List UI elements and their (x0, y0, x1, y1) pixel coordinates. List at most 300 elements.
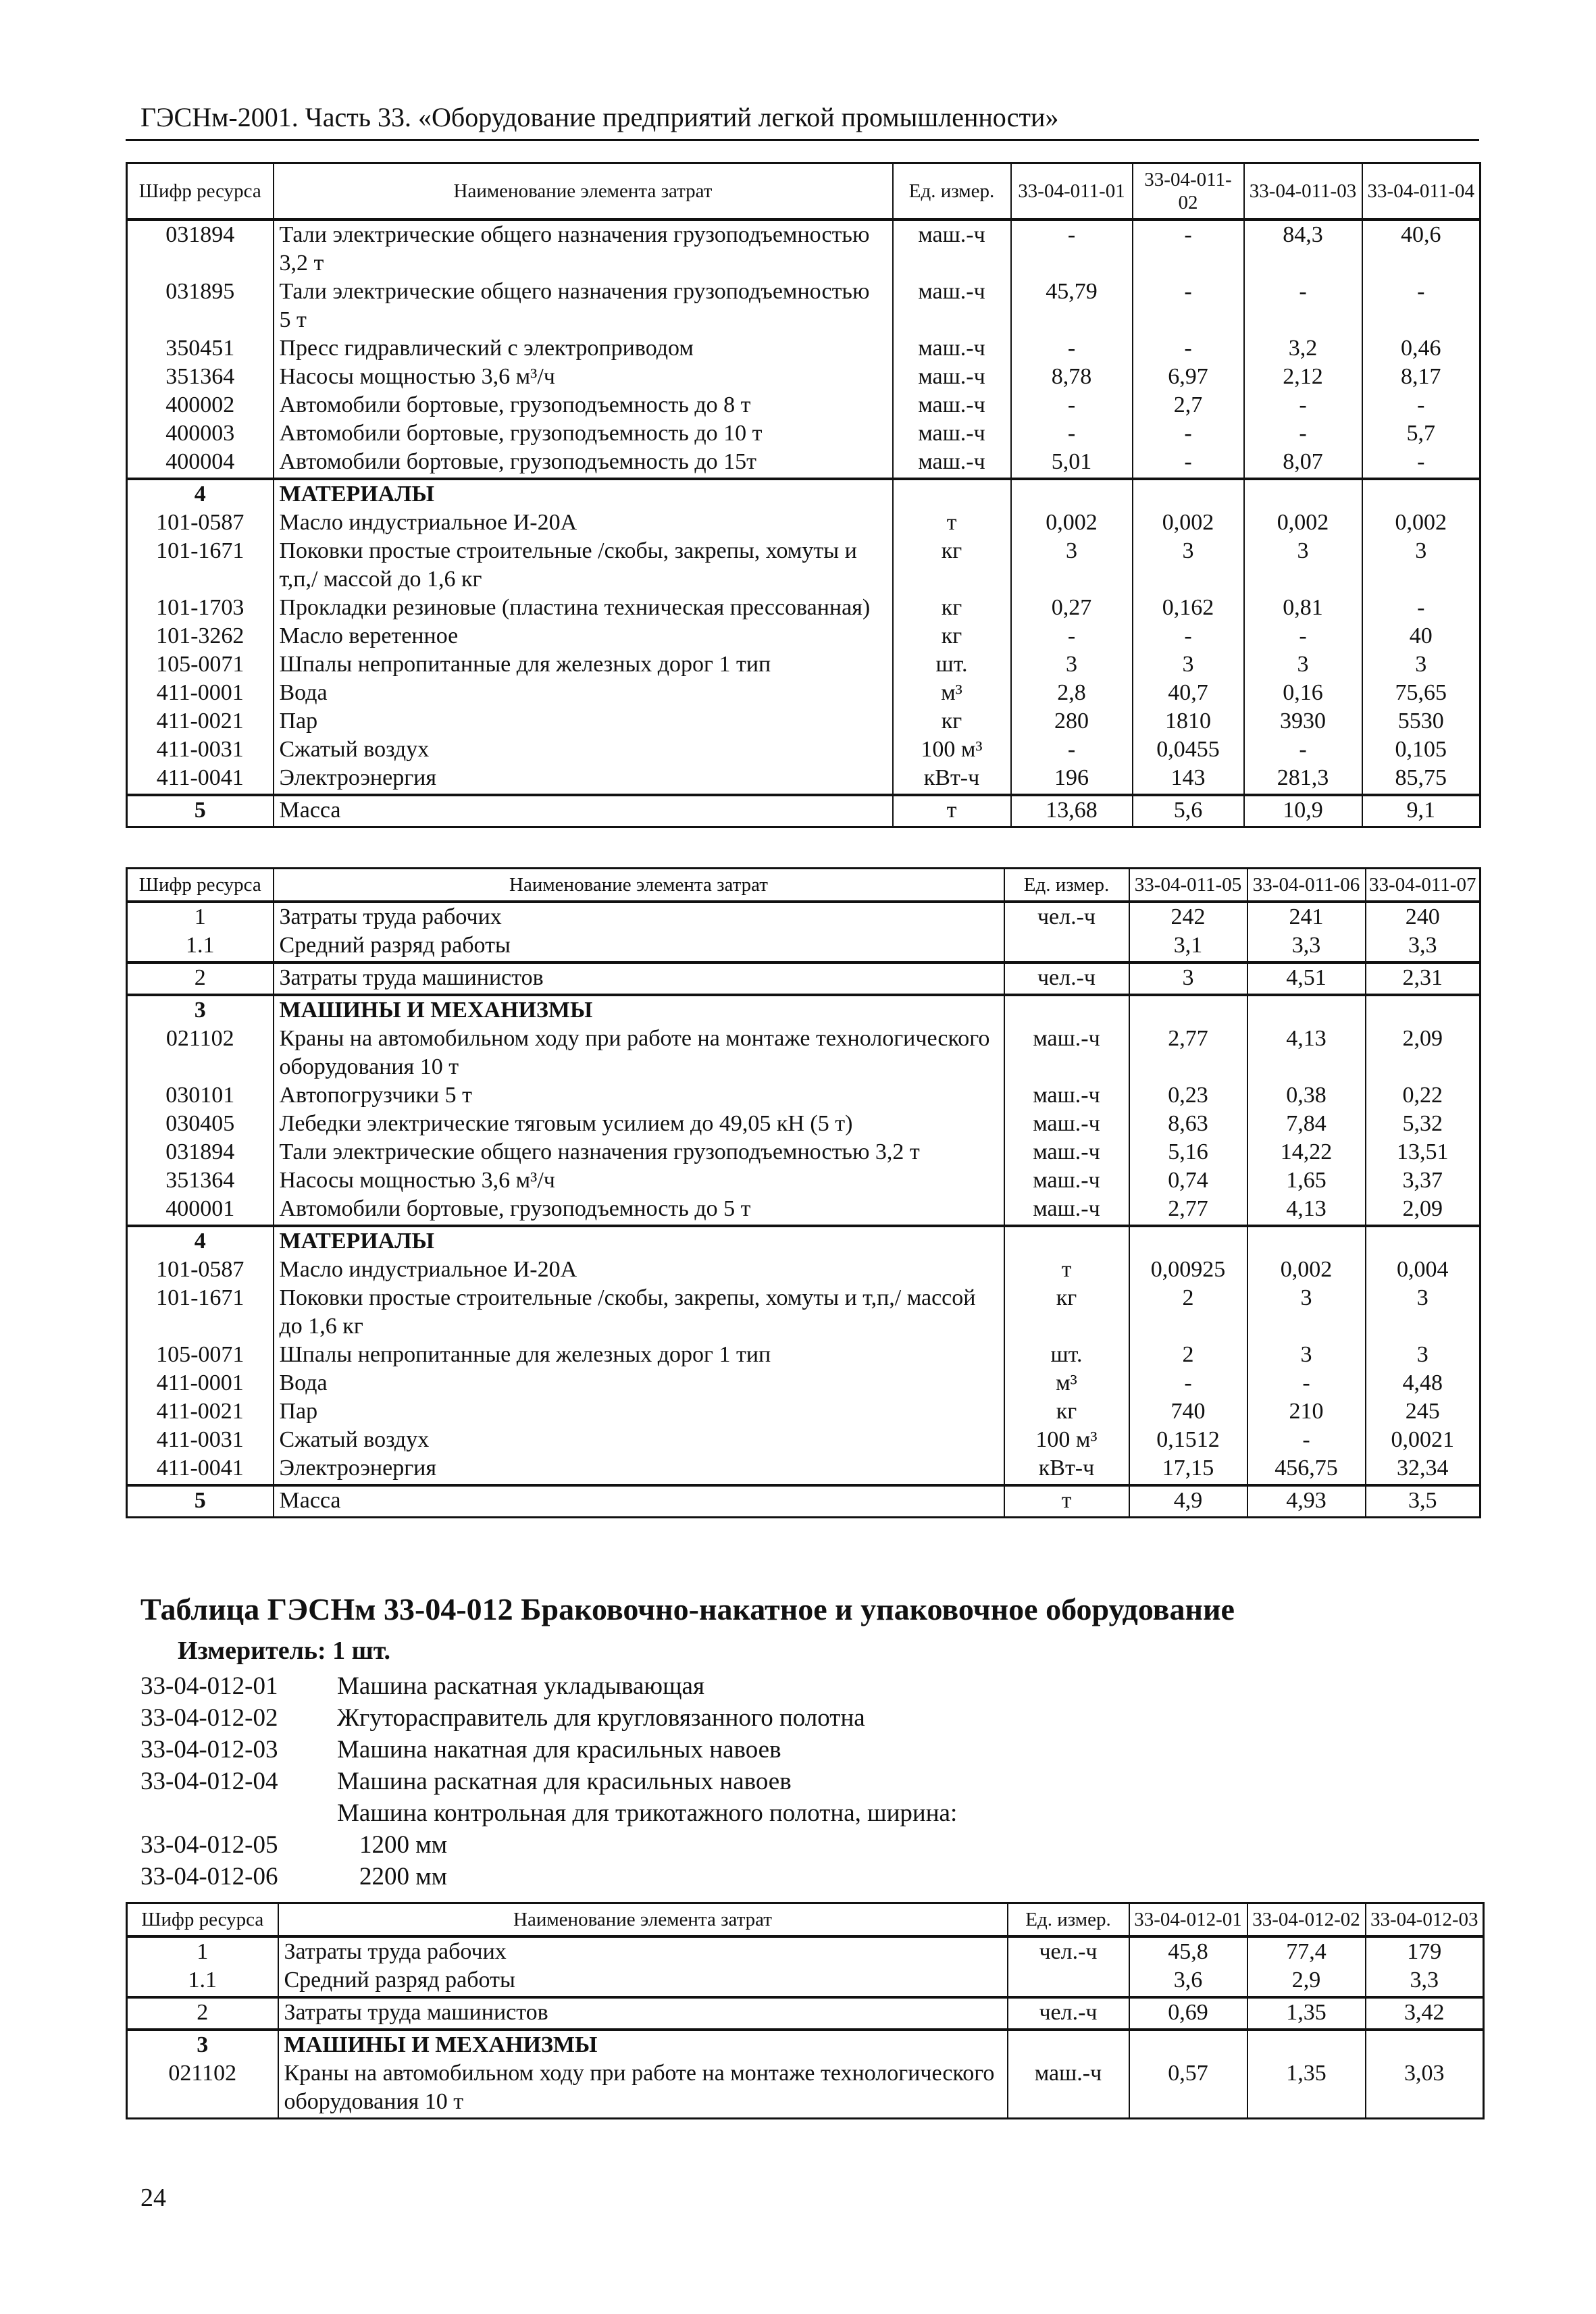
cost-element-name: Пар (274, 707, 893, 736)
value-cell: 6,97 (1133, 363, 1244, 391)
item-code: 33-04-012-03 (140, 1736, 278, 1764)
cost-element-name: Шпалы непропитанные для железных дорог 1 тип (274, 650, 893, 679)
value-cell: 3 (1133, 650, 1244, 679)
cost-element-name: МАШИНЫ И МЕХАНИЗМЫ (274, 995, 1004, 1025)
value-cell: 0,69 (1129, 1997, 1247, 2030)
value-cell: 1810 (1133, 707, 1244, 736)
table-row (127, 1110, 1481, 1138)
table-section (127, 2030, 1484, 2119)
table-row (127, 736, 1481, 764)
value-cell: 3 (1366, 1341, 1481, 1369)
unit (1004, 931, 1129, 962)
value-cell: 8,63 (1129, 1110, 1247, 1138)
value-cell: 5,6 (1133, 795, 1244, 827)
value-cell: 3,37 (1366, 1166, 1481, 1195)
cost-element-name: Насосы мощностью 3,6 м³/ч (274, 1166, 1004, 1195)
value-cell (1129, 2030, 1247, 2059)
value-cell: 0,00925 (1129, 1256, 1247, 1284)
resource-code: 1.1 (127, 1966, 278, 1997)
resource-code: 2 (127, 1997, 278, 2030)
value-cell: 2,7 (1133, 391, 1244, 419)
resource-code: 400004 (127, 448, 274, 479)
table-row (127, 1966, 1484, 1997)
value-cell: 4,48 (1366, 1369, 1481, 1397)
value-cell: 3,3 (1366, 931, 1481, 962)
resource-code: 101-1671 (127, 1284, 274, 1341)
unit: кВт-ч (1004, 1454, 1129, 1485)
table-section (127, 1226, 1481, 1485)
cost-element-name: Автомобили бортовые, грузоподъемность до 5 т (274, 1195, 1004, 1226)
resource-code: 351364 (127, 1166, 274, 1195)
unit: маш.-ч (893, 363, 1011, 391)
table-row (127, 278, 1481, 334)
table-header (127, 869, 1481, 902)
value-cell: 10,9 (1244, 795, 1362, 827)
value-cell: 45,8 (1129, 1936, 1247, 1966)
value-cell: 0,002 (1362, 509, 1481, 537)
cost-element-name: Поковки простые строительные /скобы, закрепы, хомуты и т,п,/ массой до 1,6 кг (274, 537, 893, 594)
value-cell: 0,46 (1362, 334, 1481, 363)
unit: кг (1004, 1397, 1129, 1426)
value-cell (1247, 2030, 1366, 2059)
table-row (127, 1138, 1481, 1166)
table-row (127, 707, 1481, 736)
table-row (127, 419, 1481, 448)
table-row (127, 679, 1481, 707)
resource-code: 101-3262 (127, 622, 274, 650)
column-header: 33-04-011-04 (1362, 163, 1481, 220)
resource-code: 4 (127, 1226, 274, 1256)
value-cell: 1,65 (1247, 1166, 1366, 1195)
cost-element-name: Средний разряд работы (278, 1966, 1008, 1997)
cost-element-name: Пар (274, 1397, 1004, 1426)
value-cell: 196 (1011, 764, 1133, 795)
value-cell: 2,77 (1129, 1195, 1247, 1226)
resource-code: 411-0001 (127, 679, 274, 707)
resource-code: 400001 (127, 1195, 274, 1226)
resource-code: 031895 (127, 278, 274, 334)
value-cell: 7,84 (1247, 1110, 1366, 1138)
cost-element-name: МАШИНЫ И МЕХАНИЗМЫ (278, 2030, 1008, 2059)
item-name: Жгутораспрaвитель для кругловязанного полотна (337, 1704, 865, 1732)
value-cell: 3 (1362, 537, 1481, 594)
value-cell: 2,09 (1366, 1195, 1481, 1226)
table-header (127, 163, 1481, 220)
resource-code: 105-0071 (127, 1341, 274, 1369)
item-code: 33-04-012-01 (140, 1672, 278, 1700)
column-header: 33-04-011-05 (1129, 869, 1247, 902)
item-name: Машина раскатная для красильных навоев (337, 1768, 792, 1795)
value-cell: 210 (1247, 1397, 1366, 1426)
cost-element-name: Масло индустриальное И-20А (274, 509, 893, 537)
unit: 100 м³ (893, 736, 1011, 764)
cost-element-name: МАТЕРИАЛЫ (274, 479, 893, 509)
column-header: Наименование элемента затрат (278, 1903, 1008, 1937)
cost-element-name: Масло индустриальное И-20А (274, 1256, 1004, 1284)
cost-element-name: МАТЕРИАЛЫ (274, 1226, 1004, 1256)
table-row (127, 1341, 1481, 1369)
cost-element-name: Автопогрузчики 5 т (274, 1081, 1004, 1110)
value-cell (1133, 479, 1244, 509)
cost-element-name: Поковки простые строительные /скобы, закрепы, хомуты и т,п,/ массой до 1,6 кг (274, 1284, 1004, 1341)
value-cell: - (1011, 391, 1133, 419)
resource-code: 411-0041 (127, 764, 274, 795)
resource-code: 400003 (127, 419, 274, 448)
value-cell: 143 (1133, 764, 1244, 795)
table-row (127, 594, 1481, 622)
unit: маш.-ч (893, 419, 1011, 448)
unit: шт. (1004, 1341, 1129, 1369)
unit (893, 479, 1011, 509)
value-cell: 40,6 (1362, 220, 1481, 278)
value-cell: - (1133, 278, 1244, 334)
cost-element-name: Затраты труда машинистов (274, 962, 1004, 995)
resource-code: 2 (127, 962, 274, 995)
value-cell: 0,004 (1366, 1256, 1481, 1284)
header-row (127, 869, 1481, 902)
table-header (127, 1903, 1484, 1937)
value-cell: 3,3 (1247, 931, 1366, 962)
value-cell (1366, 1226, 1481, 1256)
value-cell: 2,9 (1247, 1966, 1366, 1997)
value-cell: 75,65 (1362, 679, 1481, 707)
table-row (127, 1485, 1481, 1518)
unit (1004, 1226, 1129, 1256)
unit: м³ (893, 679, 1011, 707)
cost-element-name: Шпалы непропитанные для железных дорог 1 тип (274, 1341, 1004, 1369)
cost-element-name: Сжатый воздух (274, 736, 893, 764)
value-cell (1247, 995, 1366, 1025)
column-header: Ед. измер. (1008, 1903, 1129, 1937)
unit: чел.-ч (1008, 1997, 1129, 2030)
value-cell: - (1362, 278, 1481, 334)
column-header: Шифр ресурса (127, 1903, 278, 1937)
resource-code: 3 (127, 995, 274, 1025)
table-row (127, 1081, 1481, 1110)
unit: т (1004, 1256, 1129, 1284)
value-cell: 0,38 (1247, 1081, 1366, 1110)
table-row (127, 448, 1481, 479)
value-cell: 85,75 (1362, 764, 1481, 795)
cost-element-name: Затраты труда машинистов (278, 1997, 1008, 2030)
value-cell: 241 (1247, 902, 1366, 931)
running-header: ГЭСНм-2001. Часть 33. «Оборудование предприятий легкой промышленности» (140, 102, 1059, 132)
value-cell: 3 (1011, 537, 1133, 594)
value-cell: 3,5 (1366, 1485, 1481, 1518)
value-cell: - (1133, 448, 1244, 479)
cost-element-name: Масса (274, 795, 893, 827)
value-cell: 281,3 (1244, 764, 1362, 795)
table-row (127, 363, 1481, 391)
value-cell: 3,42 (1366, 1997, 1484, 2030)
table-row (127, 1454, 1481, 1485)
unit: чел.-ч (1004, 902, 1129, 931)
cost-element-name: Тали электрические общего назначения грузоподъемностью 5 т (274, 278, 893, 334)
table-row (127, 1284, 1481, 1341)
resource-code: 031894 (127, 220, 274, 278)
value-cell: 4,93 (1247, 1485, 1366, 1518)
table-row (127, 1025, 1481, 1081)
value-cell: - (1244, 419, 1362, 448)
value-cell: - (1244, 278, 1362, 334)
unit: маш.-ч (1004, 1110, 1129, 1138)
value-cell: 3 (1129, 962, 1247, 995)
table-section (127, 220, 1481, 479)
item-code: 33-04-012-04 (140, 1768, 278, 1795)
value-cell: 240 (1366, 902, 1481, 931)
table-row (127, 995, 1481, 1025)
table-section (127, 1485, 1481, 1518)
resource-code: 030405 (127, 1110, 274, 1138)
cost-element-name: Вода (274, 1369, 1004, 1397)
value-cell: - (1133, 220, 1244, 278)
value-cell: - (1133, 419, 1244, 448)
value-cell: - (1011, 220, 1133, 278)
value-cell: 4,9 (1129, 1485, 1247, 1518)
unit: т (1004, 1485, 1129, 1518)
resource-code: 411-0021 (127, 1397, 274, 1426)
resource-code: 411-0021 (127, 707, 274, 736)
resource-code: 105-0071 (127, 650, 274, 679)
unit: чел.-ч (1004, 962, 1129, 995)
resource-code: 1.1 (127, 931, 274, 962)
resource-code: 411-0001 (127, 1369, 274, 1397)
value-cell (1247, 1226, 1366, 1256)
value-cell: 245 (1366, 1397, 1481, 1426)
table-section (127, 1936, 1484, 1997)
unit: маш.-ч (1004, 1025, 1129, 1081)
header-row (127, 163, 1481, 220)
resource-code: 400002 (127, 391, 274, 419)
value-cell (1366, 2030, 1484, 2059)
table-row (127, 1256, 1481, 1284)
unit: кг (893, 594, 1011, 622)
unit: кВт-ч (893, 764, 1011, 795)
unit: т (893, 795, 1011, 827)
value-cell: 3,1 (1129, 931, 1247, 962)
unit (1008, 1966, 1129, 1997)
value-cell: 8,78 (1011, 363, 1133, 391)
item-code: 33-04-012-02 (140, 1704, 278, 1732)
value-cell: 0,002 (1133, 509, 1244, 537)
table-row (127, 1166, 1481, 1195)
resource-code: 101-1703 (127, 594, 274, 622)
unit: маш.-ч (893, 448, 1011, 479)
cost-element-name: Масло веретенное (274, 622, 893, 650)
value-cell: 0,002 (1011, 509, 1133, 537)
value-cell: 3 (1247, 1284, 1366, 1341)
resource-code: 030101 (127, 1081, 274, 1110)
resource-table-011-05-07 (126, 867, 1481, 1518)
value-cell: - (1247, 1426, 1366, 1454)
table-row (127, 537, 1481, 594)
value-cell: - (1362, 391, 1481, 419)
resource-code: 350451 (127, 334, 274, 363)
table-row (127, 1195, 1481, 1226)
value-cell: 3,03 (1366, 2059, 1484, 2119)
cost-element-name: Автомобили бортовые, грузоподъемность до 10 т (274, 419, 893, 448)
table-row (127, 509, 1481, 537)
value-cell: - (1244, 622, 1362, 650)
table-row (127, 622, 1481, 650)
column-header: 33-04-011-01 (1011, 163, 1133, 220)
unit: маш.-ч (893, 220, 1011, 278)
value-cell: 13,51 (1366, 1138, 1481, 1166)
column-header: 33-04-011-03 (1244, 163, 1362, 220)
value-cell: 3 (1362, 650, 1481, 679)
item-name: Машина накатная для красильных навоев (337, 1736, 781, 1764)
column-header: 33-04-011-06 (1247, 869, 1366, 902)
table-row (127, 2059, 1484, 2119)
value-cell: 1,35 (1247, 2059, 1366, 2119)
value-cell: 3,2 (1244, 334, 1362, 363)
value-cell (1366, 995, 1481, 1025)
resource-code: 5 (127, 1485, 274, 1518)
cost-element-name: Масса (274, 1485, 1004, 1518)
table-row (127, 764, 1481, 795)
value-cell: 0,002 (1244, 509, 1362, 537)
value-cell: 0,0021 (1366, 1426, 1481, 1454)
column-header: 33-04-012-01 (1129, 1903, 1247, 1937)
unit: маш.-ч (1004, 1166, 1129, 1195)
value-cell (1129, 995, 1247, 1025)
table-row (127, 220, 1481, 278)
unit: маш.-ч (893, 278, 1011, 334)
table-row (127, 2030, 1484, 2059)
value-cell: 8,07 (1244, 448, 1362, 479)
value-cell: 3 (1011, 650, 1133, 679)
table-row (127, 1426, 1481, 1454)
table-section (127, 962, 1481, 995)
value-cell: 13,68 (1011, 795, 1133, 827)
item-code: 33-04-012-06 (140, 1863, 278, 1891)
value-cell: 45,79 (1011, 278, 1133, 334)
page-number: 24 (140, 2184, 166, 2212)
value-cell: 0,002 (1247, 1256, 1366, 1284)
value-cell: - (1244, 736, 1362, 764)
header-rule (126, 139, 1479, 141)
value-cell: 0,81 (1244, 594, 1362, 622)
value-cell: 32,34 (1366, 1454, 1481, 1485)
value-cell: - (1247, 1369, 1366, 1397)
value-cell (1129, 1226, 1247, 1256)
cost-element-name: Автомобили бортовые, грузоподъемность до 15т (274, 448, 893, 479)
value-cell: 3 (1244, 650, 1362, 679)
cost-element-name: Сжатый воздух (274, 1426, 1004, 1454)
unit: чел.-ч (1008, 1936, 1129, 1966)
value-cell: 0,27 (1011, 594, 1133, 622)
value-cell: - (1011, 622, 1133, 650)
column-header: Ед. измер. (893, 163, 1011, 220)
item-name: 2200 мм (359, 1863, 448, 1891)
value-cell: 3 (1247, 1341, 1366, 1369)
unit (1004, 995, 1129, 1025)
value-cell: 3 (1366, 1284, 1481, 1341)
value-cell: 3 (1133, 537, 1244, 594)
unit: шт. (893, 650, 1011, 679)
resource-code: 031894 (127, 1138, 274, 1166)
unit: кг (893, 537, 1011, 594)
value-cell: 84,3 (1244, 220, 1362, 278)
value-cell: 0,1512 (1129, 1426, 1247, 1454)
column-header: Шифр ресурса (127, 163, 274, 220)
value-cell: 5530 (1362, 707, 1481, 736)
value-cell: - (1011, 419, 1133, 448)
value-cell: 3 (1244, 537, 1362, 594)
unit: маш.-ч (1004, 1195, 1129, 1226)
item-code: 33-04-012-05 (140, 1831, 278, 1859)
resource-code: 351364 (127, 363, 274, 391)
value-cell: 0,0455 (1133, 736, 1244, 764)
unit (1008, 2030, 1129, 2059)
resource-code: 3 (127, 2030, 278, 2059)
resource-table-012-01-03 (126, 1902, 1485, 2119)
resource-code: 101-0587 (127, 1256, 274, 1284)
value-cell: 2,31 (1366, 962, 1481, 995)
value-cell: 2,77 (1129, 1025, 1247, 1081)
cost-element-name: Электроэнергия (274, 1454, 1004, 1485)
unit: маш.-ч (893, 334, 1011, 363)
value-cell: 40,7 (1133, 679, 1244, 707)
unit: кг (1004, 1284, 1129, 1341)
section-title: Таблица ГЭСНм 33-04-012 Браковочно-накатное и упаковочное оборудование (140, 1592, 1235, 1626)
cost-element-name: Насосы мощностью 3,6 м³/ч (274, 363, 893, 391)
table-row (127, 931, 1481, 962)
value-cell: 280 (1011, 707, 1133, 736)
table-row (127, 902, 1481, 931)
cost-element-name: Лебедки электрические тяговым усилием до 49,05 кН (5 т) (274, 1110, 1004, 1138)
table-row (127, 1226, 1481, 1256)
value-cell: 4,51 (1247, 962, 1366, 995)
value-cell: - (1129, 1369, 1247, 1397)
value-cell: 3930 (1244, 707, 1362, 736)
value-cell: 2,8 (1011, 679, 1133, 707)
value-cell: 4,13 (1247, 1025, 1366, 1081)
value-cell: 242 (1129, 902, 1247, 931)
table-row (127, 1997, 1484, 2030)
table-row (127, 391, 1481, 419)
item-name: 1200 мм (359, 1831, 448, 1859)
value-cell: 3,3 (1366, 1966, 1484, 1997)
resource-code: 021102 (127, 2059, 278, 2119)
value-cell: 0,23 (1129, 1081, 1247, 1110)
cost-element-name: Вода (274, 679, 893, 707)
resource-table-011-01-04 (126, 162, 1481, 828)
item-name: Машина раскатная укладывающая (337, 1672, 704, 1700)
value-cell: - (1244, 391, 1362, 419)
table-row (127, 1936, 1484, 1966)
resource-code: 101-1671 (127, 537, 274, 594)
value-cell: 8,17 (1362, 363, 1481, 391)
resource-code: 021102 (127, 1025, 274, 1081)
cost-element-name: Тали электрические общего назначения грузоподъемностью 3,2 т (274, 220, 893, 278)
value-cell (1011, 479, 1133, 509)
value-cell: 5,16 (1129, 1138, 1247, 1166)
cost-element-name: Краны на автомобильном ходу при работе на монтаже технологического оборудования 10 т (274, 1025, 1004, 1081)
cost-element-name: Электроэнергия (274, 764, 893, 795)
value-cell: - (1011, 334, 1133, 363)
unit: кг (893, 622, 1011, 650)
value-cell: 0,22 (1366, 1081, 1481, 1110)
value-cell (1244, 479, 1362, 509)
value-cell: 17,15 (1129, 1454, 1247, 1485)
measure-unit: Измеритель: 1 шт. (178, 1637, 391, 1665)
value-cell: 740 (1129, 1397, 1247, 1426)
cost-element-name: Краны на автомобильном ходу при работе на монтаже технологического оборудования 10 т (278, 2059, 1008, 2119)
table-row (127, 1397, 1481, 1426)
resource-code: 1 (127, 902, 274, 931)
resource-code: 411-0031 (127, 736, 274, 764)
